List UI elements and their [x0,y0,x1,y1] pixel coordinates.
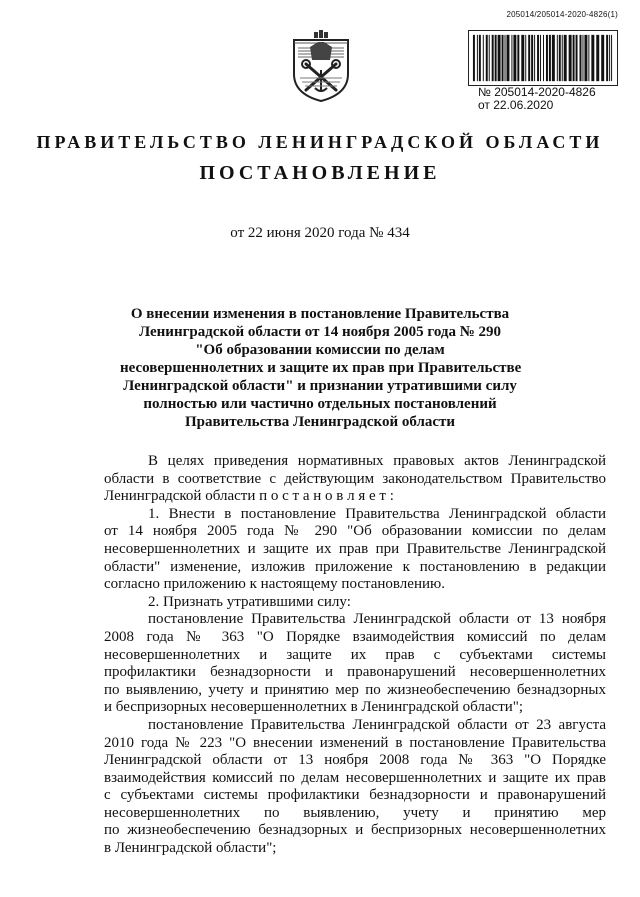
coat-of-arms-icon [290,30,352,102]
body-line: по жизнеобеспечению безнадзорных и беспризорных несовершеннолетних [104,822,606,839]
document-type: ПОСТАНОВЛЕНИЕ [199,162,441,184]
body-line: постановление Правительства Ленинградской области от 23 августа [148,716,606,733]
document-subject [120,305,520,431]
body-line: области" изменение, изложив приложение к постановлению в редакции [104,558,606,575]
body-line: постановление Правительства Ленинградской области от 13 ноября [148,611,606,628]
subject-line: Ленинградской области" и признании утратившими силу [123,378,517,394]
body-line: взаимодействия комиссий по делам несовершеннолетних и защите их прав [104,769,606,786]
subject-line: О внесении изменения в постановление Правительства [130,306,510,322]
body-line: в Ленинградской области"; [104,840,277,857]
body-line: от 14 ноября 2005 года № 290 "Об образовании комиссии по делам [104,523,606,540]
body-line: Ленинградской области п о с т а н о в л я е т : [104,488,394,505]
registration-date: от 22.06.2020 [478,98,554,112]
body-line: несовершеннолетних и защите их прав при Правительстве Ленинградской [104,540,606,557]
body-line: несовершеннолетних и защите их прав с субъектами системы [104,646,606,663]
subject-line: полностью или частично отдельных постановлений [143,396,497,412]
document-id: 205014/205014-2020-4826(1) [506,10,618,19]
body-line: области в соответствие с действующим законодательством Правительство [104,470,606,487]
registration-block [478,86,596,112]
body-line: Ленинградской области от 13 ноября 2008 года № 363 "О Порядке [104,752,606,769]
subject-line: "Об образовании комиссии по делам [195,342,445,358]
document-body [104,453,606,858]
subject-line: несовершеннолетних и защите их прав при Правительстве [120,360,522,376]
subject-line: Правительства Ленинградской области [184,414,456,430]
body-line: профилактики безнадзорности и правонарушений несовершеннолетних [104,664,606,681]
registration-number: № 205014-2020-4826 [478,85,596,99]
body-line: 2008 года № 363 "О Порядке взаимодействия комиссий по делам [104,628,606,645]
body-line: с субъектами системы профилактики безнадзорности и правонарушений [104,787,606,804]
body-line: и беспризорных несовершеннолетних в Ленинградской области"; [104,699,524,716]
body-line: согласно приложению к настоящему постановлению. [104,576,445,593]
body-line: 2010 года № 223 "О внесении изменений в постановление Правительства [104,734,606,751]
body-line: 2. Признать утратившими силу: [148,593,351,610]
document-date: от 22 июня 2020 года № 434 [230,225,410,241]
barcode [468,30,618,86]
body-line: 1. Внести в постановление Правительства Ленинградской области [148,505,606,522]
government-name: ПРАВИТЕЛЬСТВО ЛЕНИНГРАДСКОЙ ОБЛАСТИ [36,132,604,152]
body-line: несовершеннолетних по выявлению, учету и принятию мер [104,804,606,821]
body-line: по выявлению, учету и принятию мер по жизнеобеспечению безнадзорных [104,681,606,698]
subject-line: Ленинградской области от 14 ноября 2005 года № 290 [138,324,502,340]
body-line: В целях приведения нормативных правовых актов Ленинградской [148,453,606,469]
